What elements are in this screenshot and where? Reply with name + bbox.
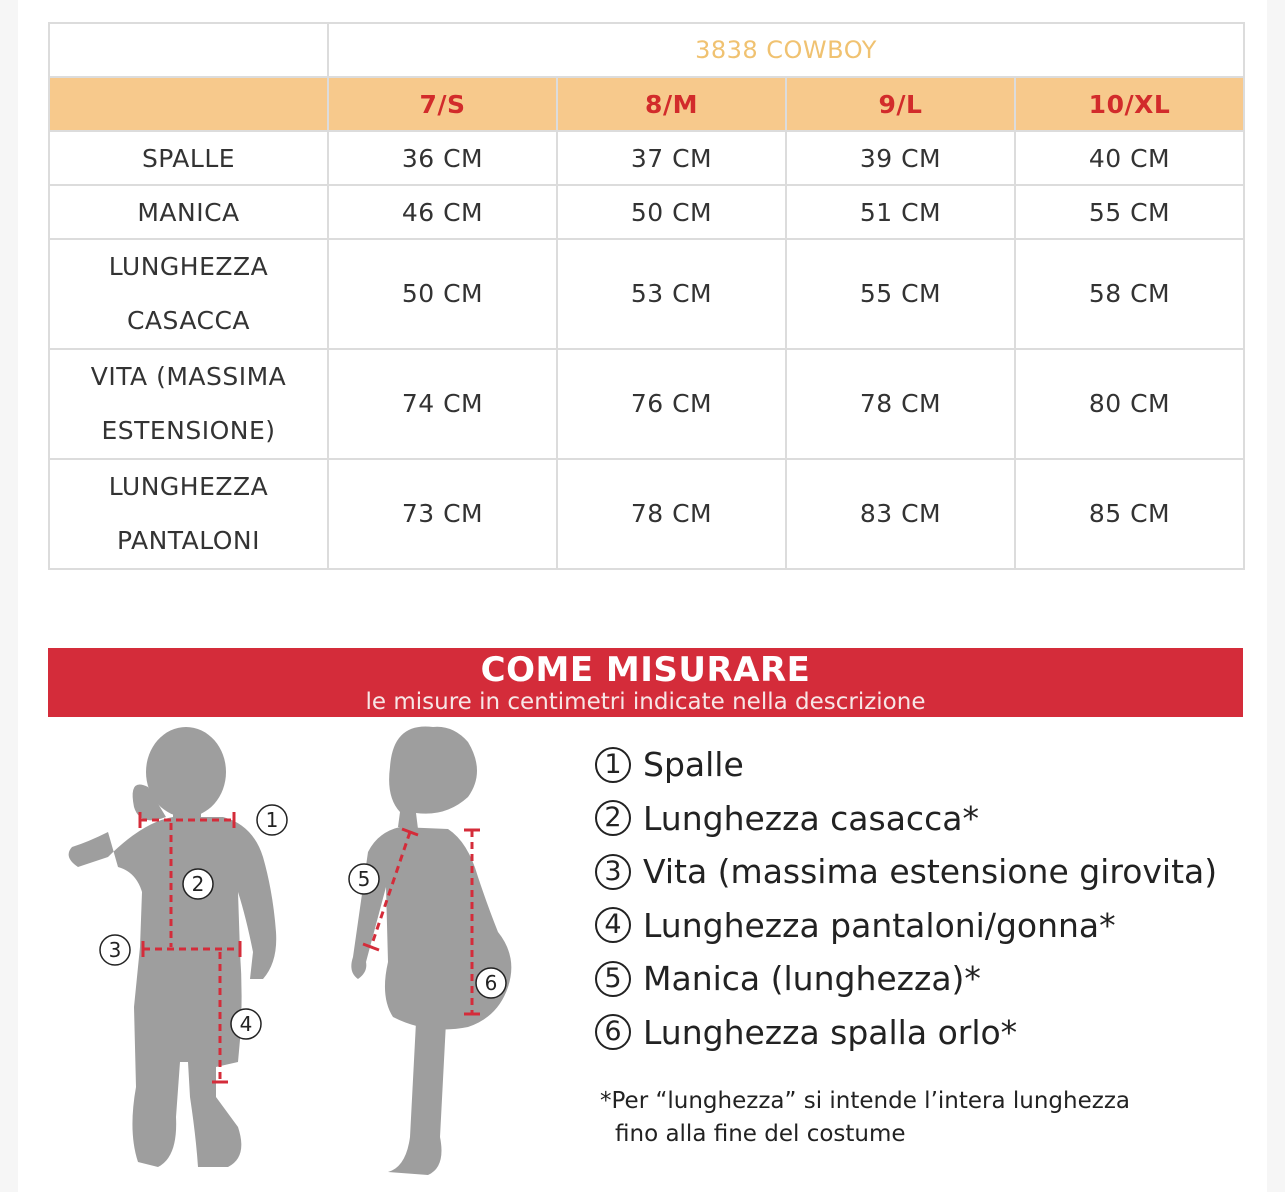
svg-text:5: 5 <box>357 867 371 891</box>
size-header: 8/M <box>557 77 786 131</box>
footnote-line-2: fino alla fine del costume <box>615 1121 906 1147</box>
table-title-row <box>49 23 1244 77</box>
length-footnote <box>600 1085 1240 1151</box>
size-header: 9/L <box>786 77 1015 131</box>
empty-header-cell <box>49 77 328 131</box>
table-cell: 40 CM <box>1015 131 1244 185</box>
table-row <box>49 459 1244 569</box>
svg-text:4: 4 <box>239 1012 253 1036</box>
table-title: 3838 COWBOY <box>328 23 1244 77</box>
table-row <box>49 239 1244 349</box>
table-row <box>49 131 1244 185</box>
svg-text:3: 3 <box>108 938 122 962</box>
svg-text:2: 2 <box>191 872 205 896</box>
child-side-silhouette-icon <box>351 727 511 1176</box>
banner-subtitle: le misure in centimetri indicate nella descrizione <box>365 689 926 715</box>
legend-item <box>595 845 1275 899</box>
row-label: MANICA <box>49 185 328 239</box>
measurement-legend <box>595 738 1275 1059</box>
legend-text: Vita (massima estensione girovita) <box>643 852 1218 892</box>
table-cell: 83 CM <box>786 459 1015 569</box>
row-label: VITA (MASSIMA ESTENSIONE) <box>49 349 328 459</box>
legend-item <box>595 952 1275 1006</box>
table-cell: 58 CM <box>1015 239 1244 349</box>
size-header-row <box>49 77 1244 131</box>
legend-item <box>595 792 1275 846</box>
legend-item <box>595 1006 1275 1060</box>
legend-item <box>595 899 1275 953</box>
row-label: LUNGHEZZA CASACCA <box>49 239 328 349</box>
circled-number-icon: 3 <box>595 854 631 890</box>
svg-text:1: 1 <box>265 808 279 832</box>
legend-item <box>595 738 1275 792</box>
footnote-line-1: *Per “lunghezza” si intende l’intera lunghezza <box>600 1088 1130 1114</box>
banner-title: COME MISURARE <box>480 650 811 690</box>
circled-number-icon: 2 <box>595 800 631 836</box>
table-cell: 73 CM <box>328 459 557 569</box>
legend-text: Lunghezza casacca* <box>643 798 979 838</box>
legend-text: Manica (lunghezza)* <box>643 959 981 999</box>
table-cell: 85 CM <box>1015 459 1244 569</box>
circled-number-icon: 4 <box>595 907 631 943</box>
circled-number-icon: 1 <box>595 747 631 783</box>
row-label: SPALLE <box>49 131 328 185</box>
svg-text:6: 6 <box>484 971 498 995</box>
circled-number-icon: 5 <box>595 961 631 997</box>
table-cell: 53 CM <box>557 239 786 349</box>
table-cell: 51 CM <box>786 185 1015 239</box>
size-header: 7/S <box>328 77 557 131</box>
legend-text: Lunghezza pantaloni/gonna* <box>643 905 1116 945</box>
table-cell: 78 CM <box>786 349 1015 459</box>
table-cell: 39 CM <box>786 131 1015 185</box>
legend-text: Spalle <box>643 745 744 785</box>
table-cell: 74 CM <box>328 349 557 459</box>
table-cell: 50 CM <box>557 185 786 239</box>
legend-text: Lunghezza spalla orlo* <box>643 1012 1018 1052</box>
circled-number-icon: 6 <box>595 1014 631 1050</box>
empty-corner-cell <box>49 23 328 77</box>
table-cell: 55 CM <box>1015 185 1244 239</box>
table-row <box>49 349 1244 459</box>
measurement-silhouettes <box>48 717 608 1187</box>
table-cell: 78 CM <box>557 459 786 569</box>
how-to-measure-banner <box>48 648 1243 717</box>
table-cell: 46 CM <box>328 185 557 239</box>
size-header: 10/XL <box>1015 77 1244 131</box>
table-cell: 50 CM <box>328 239 557 349</box>
table-cell: 55 CM <box>786 239 1015 349</box>
table-row <box>49 185 1244 239</box>
size-table <box>48 22 1245 570</box>
table-cell: 76 CM <box>557 349 786 459</box>
row-label: LUNGHEZZA PANTALONI <box>49 459 328 569</box>
table-cell: 37 CM <box>557 131 786 185</box>
table-cell: 36 CM <box>328 131 557 185</box>
table-cell: 80 CM <box>1015 349 1244 459</box>
